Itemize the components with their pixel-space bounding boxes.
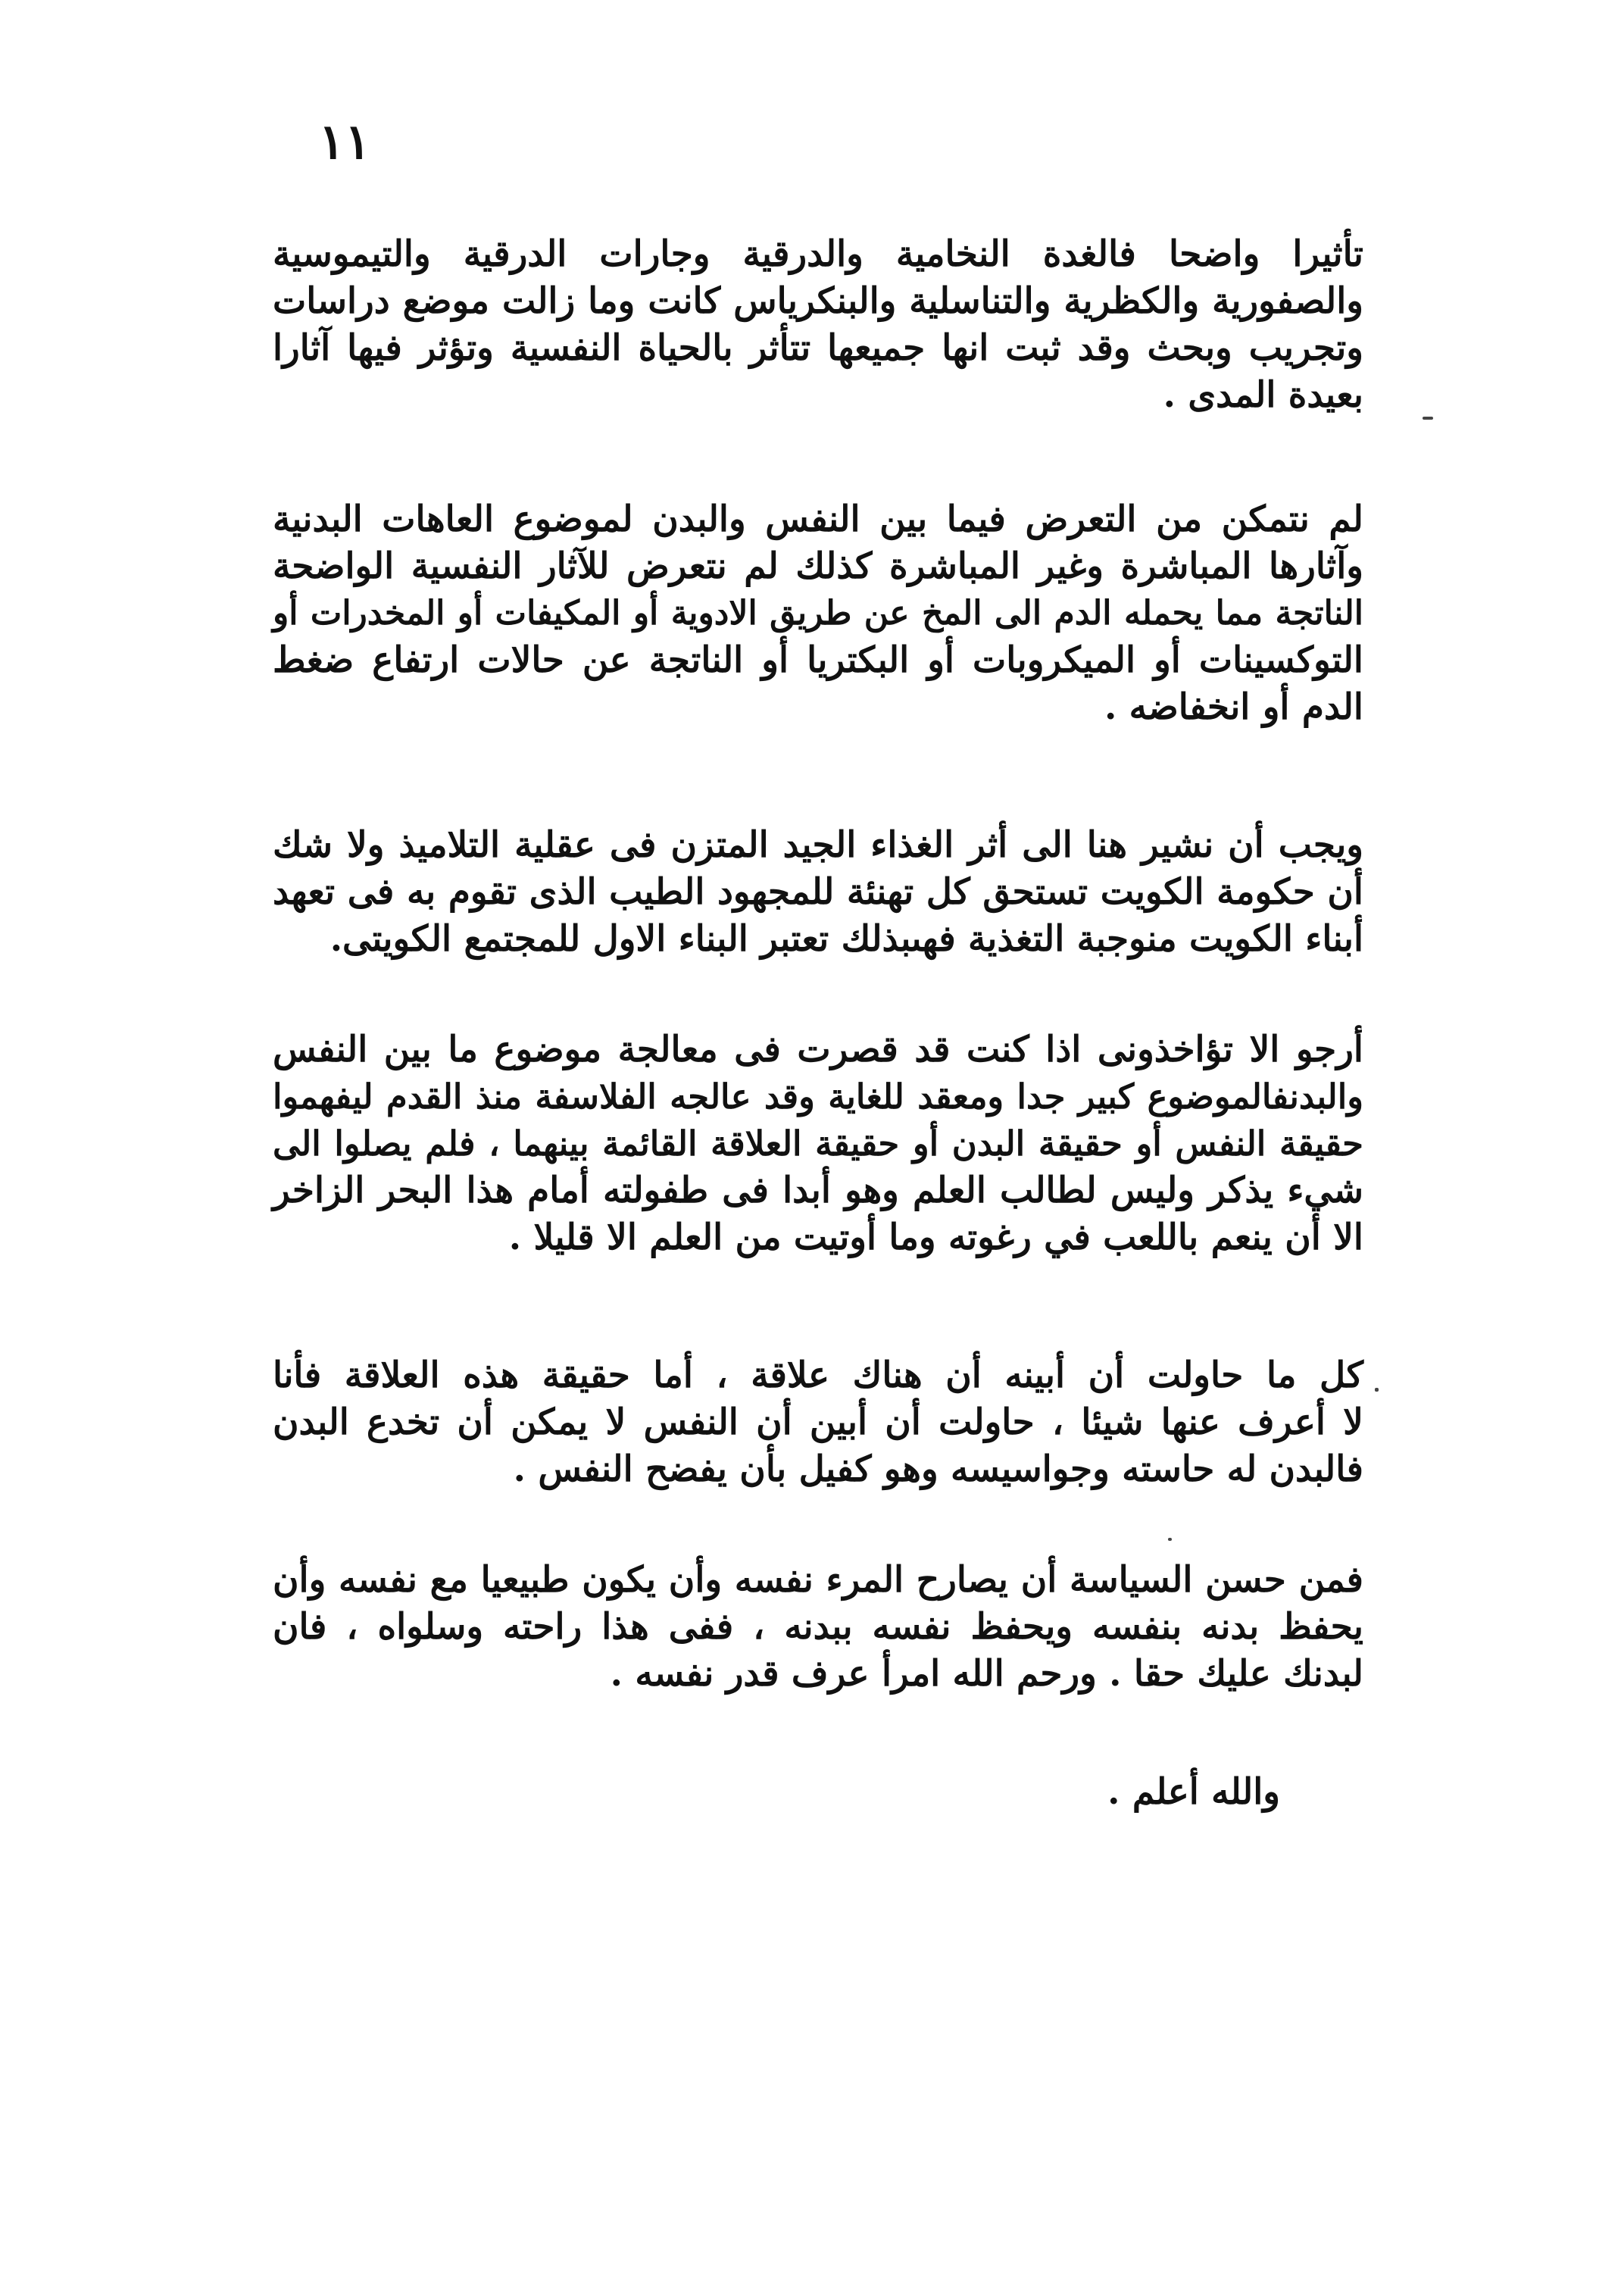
paragraph-line: والبدنفالموضوع كبير جدا ومعقد للغاية وقد عالجه الفلاسفة منذ القدم ليفهموا: [273, 1076, 1363, 1117]
paragraph-line: تأثيرا واضحا فالغدة النخامية والدرقية وجارات الدرقية والتيموسية: [273, 233, 1363, 275]
scan-speck: [1375, 1388, 1379, 1392]
paragraph-line: وآثارها المباشرة وغير المباشرة كذلك لم نتعرض للآثار النفسية الواضحة: [273, 545, 1363, 587]
paragraph-line: كل ما حاولت أن أبينه أن هناك علاقة ، أما حقيقة هذه العلاقة فأنا: [273, 1354, 1363, 1396]
paragraph-4: [273, 1026, 1363, 1261]
paragraph-line: ويجب أن نشير هنا الى أثر الغذاء الجيد المتزن فى عقلية التلاميذ ولا شك: [273, 824, 1363, 866]
closing-line: والله أعلم .: [1107, 1771, 1280, 1813]
paragraph-2: [273, 496, 1363, 731]
paragraph-line: لم نتمكن من التعرض فيما بين النفس والبدن لموضوع العاهات البدنية: [273, 498, 1363, 540]
paragraph-3: [273, 822, 1363, 963]
paragraph-line: الدم أو انخفاضه .: [1104, 686, 1363, 728]
paragraph-line: لا أعرف عنها شيئا ، حاولت أن أبين أن النفس لا يمكن أن تخدع البدن: [273, 1401, 1363, 1443]
paragraph-line: أرجو الا تؤاخذونى اذا كنت قد قصرت فى معالجة موضوع ما بين النفس: [273, 1029, 1363, 1070]
paragraph-line: شيء يذكر وليس لطالب العلم وهو أبدا فى طفولته أمام هذا البحر الزاخر: [273, 1170, 1363, 1211]
paragraph-line: وتجريب وبحث وقد ثبت انها جميعها تتأثر بالحياة النفسية وتؤثر فيها آثارا: [273, 327, 1363, 369]
paragraph-line: أن حكومة الكويت تستحق كل تهنئة للمجهود الطيب الذى تقوم به فى تعهد: [273, 871, 1363, 913]
paragraph-1: [273, 231, 1363, 419]
page-number: ١١: [318, 114, 371, 170]
paragraph-line: الناتجة مما يحمله الدم الى المخ عن طريق الادوية أو المكيفات أو المخدرات أو: [273, 594, 1363, 633]
paragraph-line: الا أن ينعم باللعب في رغوته وما أوتيت من العلم الا قليلا .: [508, 1217, 1363, 1258]
paragraph-line: والصفورية والكظرية والتناسلية والبنكرياس كانت وما زالت موضع دراسات: [273, 280, 1363, 322]
paragraph-line: فمن حسن السياسة أن يصارح المرء نفسه وأن يكون طبيعيا مع نفسه وأن: [273, 1559, 1363, 1601]
paragraph-6: [273, 1557, 1363, 1698]
paragraph-line: يحفظ بدنه بنفسه ويحفظ نفسه ببدنه ، ففى هذا راحته وسلواه ، فان: [273, 1606, 1363, 1648]
paragraph-line: بعيدة المدى .: [1163, 374, 1363, 416]
scan-speck: [1423, 417, 1433, 420]
paragraph-line: التوكسينات أو الميكروبات أو البكتريا أو الناتجة عن حالات ارتفاع ضغط: [273, 639, 1363, 681]
paragraph-line: أبناء الكويت منوجبة التغذية فهىبذلك تعتبر البناء الاول للمجتمع الكويتى.: [329, 918, 1363, 960]
paragraph-line: حقيقة النفس أو حقيقة البدن أو حقيقة العلاقة القائمة بينهما ، فلم يصلوا الى: [273, 1123, 1363, 1164]
scan-speck: [1168, 1538, 1172, 1541]
paragraph-line: فالبدن له حاسته وجواسيسه وهو كفيل بأن يفضح النفس .: [513, 1448, 1363, 1490]
paragraph-5: [273, 1352, 1363, 1493]
paragraph-line: لبدنك عليك حقا . ورحم الله امرأ عرف قدر نفسه .: [610, 1653, 1363, 1695]
